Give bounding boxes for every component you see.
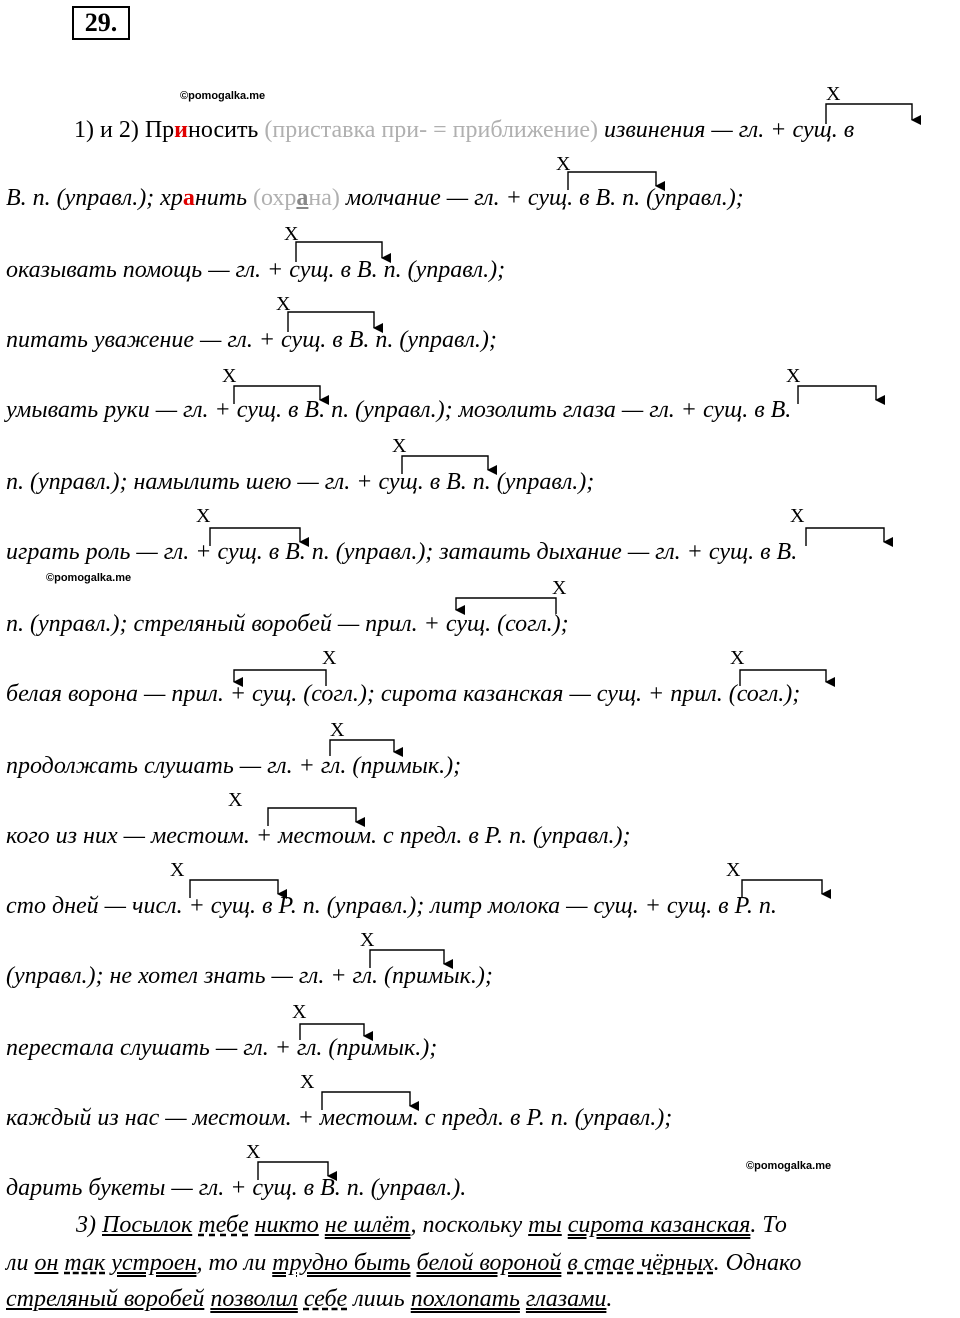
line-text: носить [188,117,265,143]
head-word-marker: X [330,719,345,741]
dependency-arrow [190,880,278,898]
dependency-arrow [402,456,488,474]
prefix-note: (приставка при- = приближение) [264,117,599,143]
answer-line-3: оказывать помощь — гл. + сущ. в В. п. (управл.); [6,257,506,283]
head-word-marker: X [552,577,567,599]
dependency-arrow [742,880,822,898]
dependency-arrow [234,670,326,686]
head-word-marker: X [726,859,741,881]
dependency-arrow [826,104,912,124]
dependency-arrow [258,1162,328,1180]
head-word-marker: X [556,153,571,175]
answer-line-8: п. (управл.); стреляный воробей — прил. + сущ. (согл.); [6,611,569,637]
dependency-arrow [330,740,394,756]
dependency-arrow [456,598,556,614]
head-word-marker: X [170,859,185,881]
head-word-marker: X [284,223,299,245]
head-word-marker: X [730,647,745,669]
highlight-letter: и [174,117,188,143]
head-word-marker: X [228,789,243,811]
head-word-marker: X [392,435,407,457]
dependency-arrow [568,172,656,190]
dependency-arrow [296,242,382,262]
answer-line-12: сто дней — числ. + сущ. в Р. п. (управл.); литр молока — сущ. + сущ. в Р. п. [6,893,777,919]
answer-line-5: умывать руки — гл. + сущ. в В. п. (управл.); мозолить глаза — гл. + сущ. в В. [6,397,792,423]
sentence-line-2: ли он так устроен, то ли трудно быть белой вороной в стае чёрных. Однако [6,1250,802,1276]
head-word-marker: X [826,83,841,105]
dependency-arrow [288,312,374,332]
head-word-marker: X [786,365,801,387]
dependency-arrow [370,950,444,968]
answer-line-10: продолжать слушать — гл. + гл. (примык.); [6,753,462,779]
answer-line-15: каждый из нас — местоим. + местоим. с предл. в Р. п. (управл.); [6,1105,673,1131]
head-word-marker: X [246,1141,261,1163]
line-text: молчание — гл. + сущ. в В. п. (управл.); [339,185,744,211]
answer-line-14: перестала слушать — гл. + гл. (примык.); [6,1035,438,1061]
head-word-marker: X [222,365,237,387]
sentence-line-1: 3) Посылок тебе никто не шлёт, поскольку ты сирота казанская. То [76,1212,787,1238]
answer-line-6: п. (управл.); намылить шею — гл. + сущ. в В. п. (управл.); [6,469,595,495]
sentence-line-3: стреляный воробей позволил себе лишь похлопать глазами. [6,1286,613,1312]
head-word-marker: X [292,1001,307,1023]
dependency-arrow [234,386,320,404]
watermark: ©pomogalka.me [180,90,266,102]
dependency-arrow [806,528,884,546]
head-word-marker: X [196,505,211,527]
dependency-arrow [300,1024,364,1040]
head-word-marker: X [790,505,805,527]
line-text: 1) и 2) Пр [74,117,175,143]
head-word-marker: X [360,929,375,951]
line-text: извинения — гл. + сущ. в [598,117,855,143]
dependency-arrow [798,386,876,404]
head-word-marker: X [322,647,337,669]
dependency-arrow [268,808,356,826]
answer-line-9: белая ворона — прил. + сущ. (согл.); сирота казанская — сущ. + прил. (согл.); [6,681,801,707]
answer-line-13: (управл.); не хотел знать — гл. + гл. (примык.); [6,963,493,989]
dependency-arrow [210,528,300,546]
dependency-arrow [740,670,826,686]
line-text: нить [194,185,253,211]
watermark: ©pomogalka.me [746,1160,832,1172]
answer-line-4: питать уважение — гл. + сущ. в В. п. (управл.); [6,327,497,353]
head-word-marker: X [300,1071,315,1093]
root-note: (охрана) [253,185,340,211]
watermark: ©pomogalka.me [46,572,132,584]
answer-line-11: кого из них — местоим. + местоим. с предл. в Р. п. (управл.); [6,823,631,849]
answer-line-16: дарить букеты — гл. + сущ. в В. п. (управл.). [6,1175,467,1201]
line-text: В. п. (управл.); хр [6,185,183,211]
dependency-arrow [322,1092,410,1110]
exercise-number: 29. [72,6,130,40]
highlight-letter: а [182,185,195,211]
head-word-marker: X [276,293,291,315]
answer-line-7: играть роль — гл. + сущ. в В. п. (управл.); затаить дыхание — гл. + сущ. в В. [6,539,798,565]
